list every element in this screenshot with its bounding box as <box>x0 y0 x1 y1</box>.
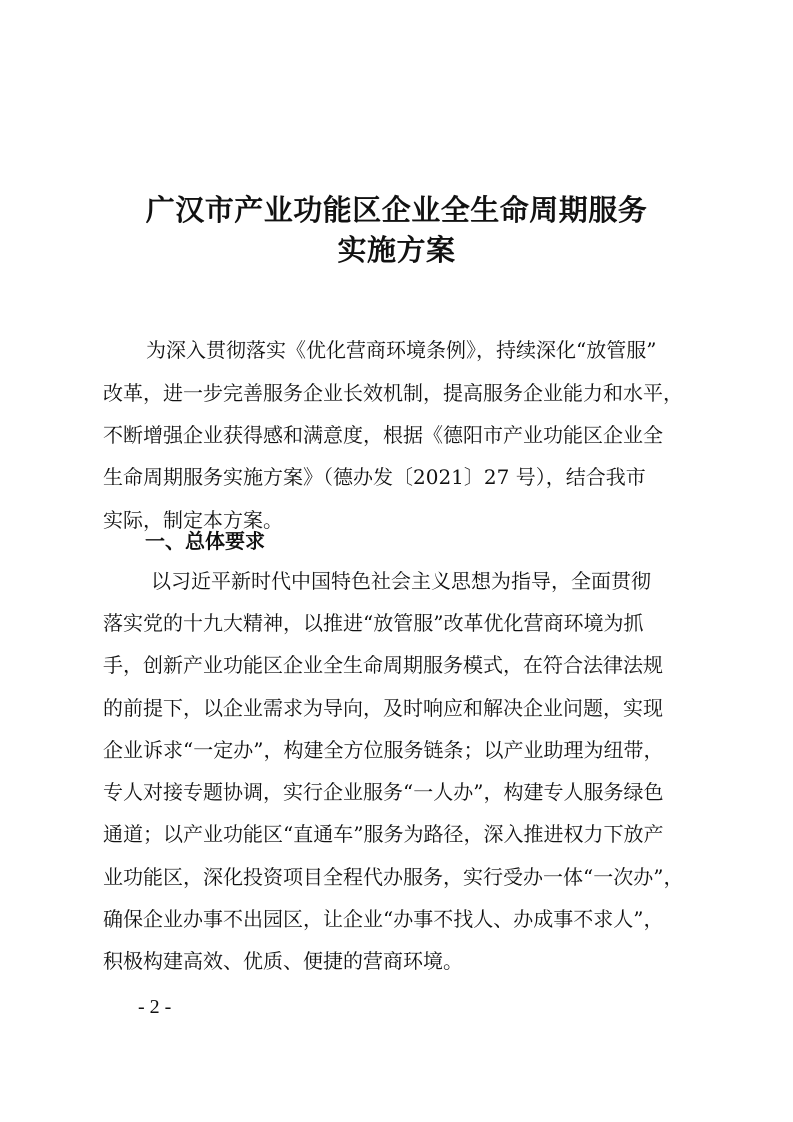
intro-paragraph-line-4: 生命周期服务实施方案》（德办发〔2021〕27 号），结合我市 <box>103 465 646 489</box>
section-paragraph-line-2: 落实党的十九大精神，以推进“放管服”改革优化营商环境为抓 <box>103 611 644 635</box>
section-paragraph-line-8: 业功能区，深化投资项目全程代办服务，实行受办一体“一次办”， <box>103 865 684 889</box>
page-number: - 2 - <box>138 996 172 1018</box>
intro-paragraph-line-2: 改革，进一步完善服务企业长效机制，提高服务企业能力和水平， <box>103 381 683 405</box>
section-paragraph-line-7: 通道；以产业功能区“直通车”服务为路径，深入推进权力下放产 <box>103 822 664 846</box>
section-paragraph-line-1: 以习近平新时代中国特色社会主义思想为指导，全面贯彻 <box>151 569 651 593</box>
intro-paragraph-line-1: 为深入贯彻落实《优化营商环境条例》，持续深化“放管服” <box>146 338 657 362</box>
document-title-line-1: 广汉市产业功能区企业全生命周期服务 <box>145 193 648 227</box>
intro-paragraph-line-5: 实际，制定本方案。 <box>103 508 283 532</box>
section-paragraph-line-4: 的前提下，以企业需求为导向，及时响应和解决企业问题，实现 <box>103 696 663 720</box>
section-paragraph-line-3: 手，创新产业功能区企业全生命周期服务模式，在符合法律法规 <box>103 653 663 677</box>
section-paragraph-line-5: 企业诉求“一定办”，构建全方位服务链条；以产业助理为纽带， <box>103 738 664 762</box>
section-heading: 一、总体要求 <box>145 529 265 553</box>
document-title-line-2: 实施方案 <box>337 233 456 267</box>
section-paragraph-line-10: 积极构建高效、优质、便捷的营商环境。 <box>103 949 463 973</box>
intro-paragraph-line-3: 不断增强企业获得感和满意度，根据《德阳市产业功能区企业全 <box>103 423 663 447</box>
section-paragraph-line-6: 专人对接专题协调，实行企业服务“一人办”，构建专人服务绿色 <box>103 780 664 804</box>
section-paragraph-line-9: 确保企业办事不出园区，让企业“办事不找人、办成事不求人”， <box>103 907 664 931</box>
